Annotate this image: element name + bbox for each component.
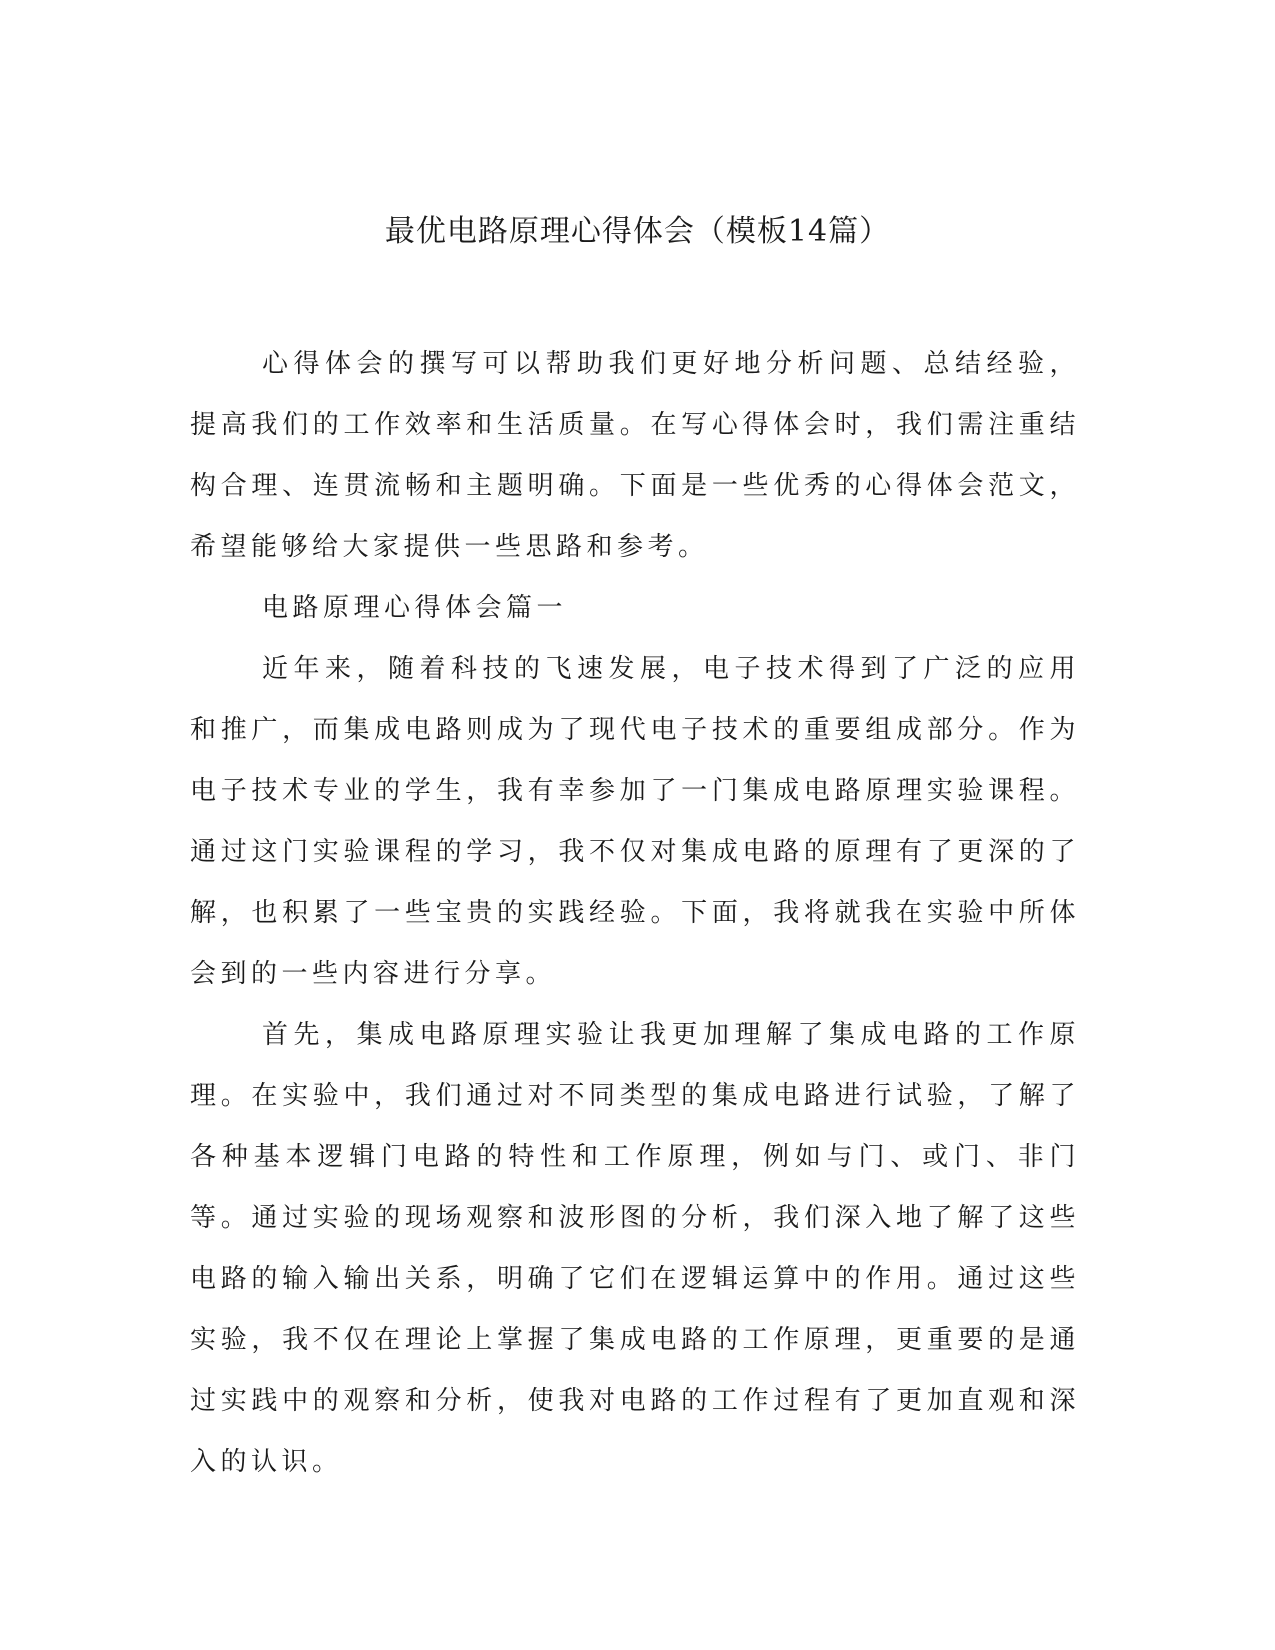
- body-paragraph-1: 近年来，随着科技的飞速发展，电子技术得到了广泛的应用和推广，而集成电路则成为了现代电子技术的重要组成部分。作为电子技术专业的学生，我有幸参加了一门集成电路原理实验课程。通过这门实验课程的学习，我不仅对集成电路的原理有了更深的了解，也积累了一些宝贵的实践经验。下面，我将就我在实验中所体会到的一些内容进行分享。: [190, 654, 1080, 989]
- body-paragraph-2: 首先，集成电路原理实验让我更加理解了集成电路的工作原理。在实验中，我们通过对不同类型的集成电路进行试验，了解了各种基本逻辑门电路的特性和工作原理，例如与门、或门、非门等。通过实验的现场观察和波形图的分析，我们深入地了解了这些电路的输入输出关系，明确了它们在逻辑运算中的作用。通过这些实验，我不仅在理论上掌握了集成电路的工作原理，更重要的是通过实践中的观察和分析，使我对电路的工作过程有了更加直观和深入的认识。: [190, 1020, 1080, 1477]
- document-title: 最优电路原理心得体会（模板14篇）: [384, 214, 891, 249]
- document-body: [190, 334, 1080, 1493]
- section-heading: 电路原理心得体会篇一: [262, 593, 568, 623]
- intro-paragraph: 心得体会的撰写可以帮助我们更好地分析问题、总结经验，提高我们的工作效率和生活质量。在写心得体会时，我们需注重结构合理、连贯流畅和主题明确。下面是一些优秀的心得体会范文，希望能够给大家提供一些思路和参考。: [190, 349, 1080, 562]
